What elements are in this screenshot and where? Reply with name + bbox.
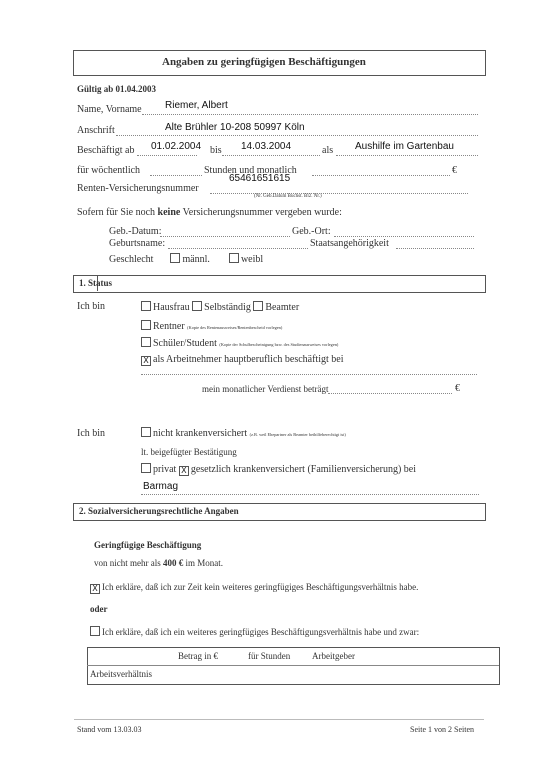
footer-stand: Stand vom 13.03.03: [77, 725, 142, 734]
footer-page: Seite 1 von 2 Seiten: [410, 725, 474, 734]
beigefuegt-label: lt. beigefügter Bestätigung: [141, 447, 237, 457]
declaration-1-checkbox[interactable]: X: [90, 584, 100, 594]
address-value[interactable]: Alte Brühler 10-208 50997 Köln: [165, 122, 305, 133]
social-heading: 2. Sozialversicherungsrechtliche Angaben: [79, 506, 239, 516]
as-label: als: [322, 145, 334, 156]
until-label: bis: [210, 145, 222, 156]
insurer-value[interactable]: Barmag: [143, 481, 179, 492]
gender-row: Geschlecht männl. weibl: [109, 254, 264, 265]
name-label: Name, Vorname: [77, 104, 142, 115]
status-row-1: Hausfrau Selbständig Beamter: [141, 301, 299, 313]
status-row-arbeitnehmer: X als Arbeitnehmer hauptberuflich beschäftigt bei: [141, 354, 344, 366]
nationality-label: Staatsangehörigkeit: [310, 238, 389, 249]
weekly-label: für wöchentlich: [77, 165, 141, 176]
status-row-nicht-kv: nicht krankenversichert (z.B. weil Ehepartner als Beamter beihilfeberechtigt ist): [141, 427, 346, 439]
privat-checkbox[interactable]: [141, 463, 151, 473]
rentner-checkbox[interactable]: [141, 320, 151, 330]
employment-table: [87, 647, 500, 685]
male-checkbox[interactable]: [170, 253, 180, 263]
gesetzlich-checkbox[interactable]: X: [179, 466, 189, 476]
birth-place-label: Geb.-Ort:: [292, 226, 331, 237]
valid-from: Gültig ab 01.04.2003: [77, 84, 157, 94]
selbstaendig-checkbox[interactable]: [192, 301, 202, 311]
ich-bin-1: Ich bin: [77, 301, 106, 312]
beamter-checkbox[interactable]: [253, 301, 263, 311]
nicht-kv-checkbox[interactable]: [141, 427, 151, 437]
status-row-schueler: Schüler/Student (Kopie der Schulbescheinigung bzw. des Studienausweises vorlegen): [141, 337, 338, 349]
declaration-2-row: Ich erkläre, daß ich ein weiteres geringfügiges Beschäftigungsverhältnis habe und zwar:: [90, 626, 419, 637]
pension-value[interactable]: 65461651615: [229, 173, 291, 184]
table-header-stunden: für Stunden: [248, 651, 291, 661]
table-header-betrag: Betrag in €: [178, 651, 218, 661]
as-value[interactable]: Aushilfe im Gartenbau: [355, 141, 454, 152]
employed-from-value[interactable]: 01.02.2004: [151, 141, 202, 152]
address-label: Anschrift: [77, 125, 115, 136]
birth-date-label: Geb.-Datum:: [109, 226, 162, 237]
hours-label: Stunden und monatlich: [204, 165, 297, 176]
birth-name-label: Geburtsname:: [109, 238, 166, 249]
declaration-2-checkbox[interactable]: [90, 626, 100, 636]
social-limit: von nicht mehr als 400 € im Monat.: [94, 558, 223, 568]
verdienst-euro: €: [455, 383, 460, 394]
status-row-rentner: Rentner (Kopie des Rentenausweises/Rentenbescheid vorlegen): [141, 320, 282, 332]
table-row-label: Arbeitsverhältnis: [90, 669, 152, 679]
table-header-arbeitgeber: Arbeitgeber: [312, 651, 355, 661]
pension-label: Renten-Versicherungsnummer: [77, 183, 199, 194]
document-title: Angaben zu geringfügigen Beschäftigungen: [162, 56, 366, 68]
hausfrau-checkbox[interactable]: [141, 301, 151, 311]
employed-from-label: Beschäftigt ab: [77, 145, 135, 156]
until-value[interactable]: 14.03.2004: [241, 141, 292, 152]
status-heading: 1. Status: [79, 278, 113, 288]
pension-hint: (Nr. Geb.Datum Buchst. Bl2. Nr.): [254, 194, 322, 199]
status-heading-box: [73, 275, 486, 293]
status-row-kv: privat X gesetzlich krankenversichert (Familienversicherung) bei: [141, 463, 416, 476]
ich-bin-2: Ich bin: [77, 428, 106, 439]
name-value[interactable]: Riemer, Albert: [165, 100, 228, 111]
verdienst-label: mein monatlicher Verdienst beträgt: [202, 384, 329, 394]
no-number-text: Sofern für Sie noch keine Versicherungsnummer vergeben wurde:: [77, 207, 342, 218]
declaration-1-row: X Ich erkläre, daß ich zur Zeit kein weiteres geringfügiges Beschäftigungsverhältnis habe.: [90, 582, 418, 594]
female-checkbox[interactable]: [229, 253, 239, 263]
arbeitnehmer-checkbox[interactable]: X: [141, 356, 151, 366]
oder-label: oder: [90, 604, 108, 614]
social-subheading: Geringfügige Beschäftigung: [94, 540, 202, 550]
schueler-checkbox[interactable]: [141, 337, 151, 347]
weekly-euro: €: [452, 165, 457, 176]
